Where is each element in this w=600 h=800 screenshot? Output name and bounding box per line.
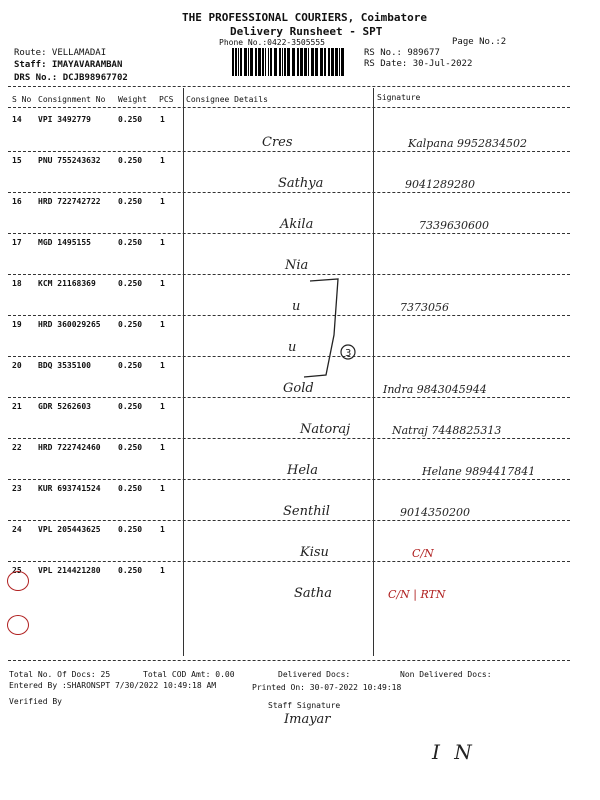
row-consignee-handwriting: Gold — [283, 381, 314, 396]
row-weight: 0.250 — [118, 525, 143, 534]
row-sno: 20 — [12, 361, 22, 370]
barcode-bar — [282, 48, 283, 76]
barcode-bar — [255, 48, 257, 76]
row-signature-handwriting: Natraj 7448825313 — [392, 424, 502, 437]
col-consignee: Consignee Details — [186, 95, 268, 104]
row-consignee-handwriting: u — [292, 299, 301, 314]
barcode-bar — [315, 48, 318, 76]
row-weight: 0.250 — [118, 484, 143, 493]
row-consignee-handwriting: Kisu — [300, 545, 329, 560]
row-signature-handwriting: Indra 9843045944 — [383, 383, 487, 396]
col-sno: S No — [12, 95, 32, 104]
row-sno: 21 — [12, 402, 22, 411]
row-weight: 0.250 — [118, 279, 143, 288]
row-sno: 24 — [12, 525, 22, 534]
row-consignment-no: HRD 360029265 — [38, 320, 101, 329]
row-sno: 23 — [12, 484, 22, 493]
printed-on: Printed On: 30-07-2022 10:49:18 — [252, 683, 402, 692]
barcode-bar — [284, 48, 286, 76]
row-consignee-handwriting: Sathya — [278, 176, 324, 191]
barcode-bar — [292, 48, 295, 76]
row-sno: 16 — [12, 197, 22, 206]
row-pcs: 1 — [160, 566, 165, 575]
phone-number: Phone No.:0422-3505555 — [219, 38, 325, 47]
row-consignment-no: HRD 722742460 — [38, 443, 101, 452]
row-signature-handwriting: Kalpana 9952834502 — [408, 137, 528, 150]
barcode-bar — [339, 48, 340, 76]
barcode-bar — [331, 48, 334, 76]
row-weight: 0.250 — [118, 361, 143, 370]
rs-date: RS Date: 30-Jul-2022 — [364, 59, 473, 69]
header-rule-bottom — [8, 107, 570, 108]
row-signature-handwriting: 7373056 — [400, 301, 449, 314]
row-pcs: 1 — [160, 402, 165, 411]
col-signature: Signature — [377, 93, 421, 102]
row-consignment-no: GDR 5262603 — [38, 402, 91, 411]
row-separator — [8, 315, 570, 316]
row-pcs: 1 — [160, 525, 165, 534]
row-weight: 0.250 — [118, 566, 143, 575]
row-separator — [8, 192, 570, 193]
barcode-bar — [324, 48, 326, 76]
row-sno: 25 — [12, 566, 22, 575]
row-sno: 22 — [12, 443, 22, 452]
footer-rule — [8, 660, 570, 661]
row-separator — [8, 561, 570, 562]
total-cod: Total COD Amt: 0.00 — [143, 670, 235, 679]
row-separator — [8, 233, 570, 234]
row-consignee-handwriting: Cres — [262, 135, 293, 150]
row-consignee-handwriting: Akila — [280, 217, 314, 232]
barcode-bar — [287, 48, 290, 76]
entered-by: Entered By :SHARONSPT 7/30/2022 10:49:18 AM — [9, 681, 217, 690]
barcode-bar — [265, 48, 266, 76]
row-signature-handwriting: C/N | RTN — [388, 588, 446, 601]
barcode — [232, 48, 344, 76]
row-consignment-no: MGD 1495155 — [38, 238, 91, 247]
row-signature-handwriting: Helane 9894417841 — [422, 465, 536, 478]
non-delivered-docs: Non Delivered Docs: — [400, 670, 492, 679]
document-title: Delivery Runsheet - SPT — [230, 25, 383, 38]
row-consignment-no: PNU 755243632 — [38, 156, 101, 165]
barcode-bar — [335, 48, 338, 76]
bracket-note: 3 — [345, 348, 352, 359]
row-consignment-no: HRD 722742722 — [38, 197, 101, 206]
row-signature-handwriting: 9014350200 — [400, 506, 470, 519]
corner-note: I N — [432, 740, 476, 764]
row-weight: 0.250 — [118, 197, 143, 206]
barcode-bar — [274, 48, 277, 76]
row-consignment-no: VPI 3492779 — [38, 115, 91, 124]
barcode-bar — [279, 48, 281, 76]
row-separator — [8, 274, 570, 275]
row-consignment-no: KUR 693741524 — [38, 484, 101, 493]
row-sno: 18 — [12, 279, 22, 288]
rs-number: RS No.: 989677 — [364, 48, 440, 58]
row-consignment-no: KCM 21168369 — [38, 279, 96, 288]
staff-signature-label: Staff Signature — [268, 701, 341, 710]
row-consignee-handwriting: Hela — [287, 463, 318, 478]
row-sno: 14 — [12, 115, 22, 124]
barcode-bar — [238, 48, 239, 76]
barcode-bar — [320, 48, 323, 76]
row-signature-handwriting: C/N — [412, 547, 434, 560]
row-sno: 19 — [12, 320, 22, 329]
signature-divider — [373, 88, 374, 656]
row-consignee-handwriting: Senthil — [283, 504, 330, 519]
barcode-bar — [308, 48, 309, 76]
row-weight: 0.250 — [118, 320, 143, 329]
route-label: Route: VELLAMADAI — [14, 48, 107, 58]
barcode-bar — [304, 48, 307, 76]
row-consignee-handwriting: u — [288, 340, 297, 355]
row-separator — [8, 151, 570, 152]
row-consignment-no: BDQ 3535100 — [38, 361, 91, 370]
row-pcs: 1 — [160, 238, 165, 247]
row-25-circle-mark — [7, 615, 29, 635]
row-separator — [8, 356, 570, 357]
col-weight: Weight — [118, 95, 147, 104]
row-separator — [8, 438, 570, 439]
barcode-bar — [311, 48, 314, 76]
barcode-bar — [240, 48, 242, 76]
company-name: THE PROFESSIONAL COURIERS, Coimbatore — [182, 11, 428, 24]
row-weight: 0.250 — [118, 402, 143, 411]
col-pcs: PCS — [159, 95, 174, 104]
row-separator — [8, 397, 570, 398]
barcode-bar — [341, 48, 344, 76]
row-pcs: 1 — [160, 443, 165, 452]
delivered-docs: Delivered Docs: — [278, 670, 351, 679]
row-signature-handwriting: 9041289280 — [405, 178, 475, 191]
row-pcs: 1 — [160, 320, 165, 329]
col-consignment: Consignment No — [38, 95, 106, 104]
barcode-bar — [258, 48, 261, 76]
row-weight: 0.250 — [118, 156, 143, 165]
barcode-bar — [268, 48, 269, 76]
row-sno: 17 — [12, 238, 22, 247]
barcode-bar — [235, 48, 237, 76]
barcode-bar — [232, 48, 234, 76]
barcode-bar — [244, 48, 247, 76]
row-pcs: 1 — [160, 361, 165, 370]
drs-number: DRS No.: DCJB98967702 — [14, 73, 128, 83]
page-number: Page No.:2 — [452, 37, 507, 47]
row-pcs: 1 — [160, 156, 165, 165]
row-24-circle-mark — [7, 571, 29, 591]
row-consignment-no: VPL 205443625 — [38, 525, 101, 534]
header-rule-top — [8, 86, 570, 87]
barcode-bar — [248, 48, 249, 76]
row-weight: 0.250 — [118, 238, 143, 247]
barcode-bar — [297, 48, 299, 76]
barcode-bar — [270, 48, 272, 76]
barcode-bar — [262, 48, 264, 76]
barcode-bar — [250, 48, 253, 76]
barcode-bar — [300, 48, 303, 76]
row-consignee-handwriting: Satha — [294, 586, 333, 601]
row-signature-handwriting: 7339630600 — [419, 219, 489, 232]
row-separator — [8, 479, 570, 480]
row-weight: 0.250 — [118, 443, 143, 452]
row-consignee-handwriting: Natoraj — [300, 422, 351, 437]
row-pcs: 1 — [160, 197, 165, 206]
row-consignee-handwriting: Nia — [285, 258, 309, 273]
total-docs: Total No. Of Docs: 25 — [9, 670, 111, 679]
row-sno: 15 — [12, 156, 22, 165]
verified-by: Verified By — [9, 697, 62, 706]
staff-signature: Imayar — [284, 712, 331, 727]
row-separator — [8, 520, 570, 521]
row-weight: 0.250 — [118, 115, 143, 124]
bracket-annotation — [300, 275, 370, 385]
row-pcs: 1 — [160, 279, 165, 288]
row-pcs: 1 — [160, 115, 165, 124]
row-consignment-no: VPL 214421280 — [38, 566, 101, 575]
staff-label: Staff: IMAYAVARAMBAN — [14, 60, 123, 70]
consignee-divider — [183, 88, 184, 656]
row-pcs: 1 — [160, 484, 165, 493]
barcode-bar — [328, 48, 330, 76]
